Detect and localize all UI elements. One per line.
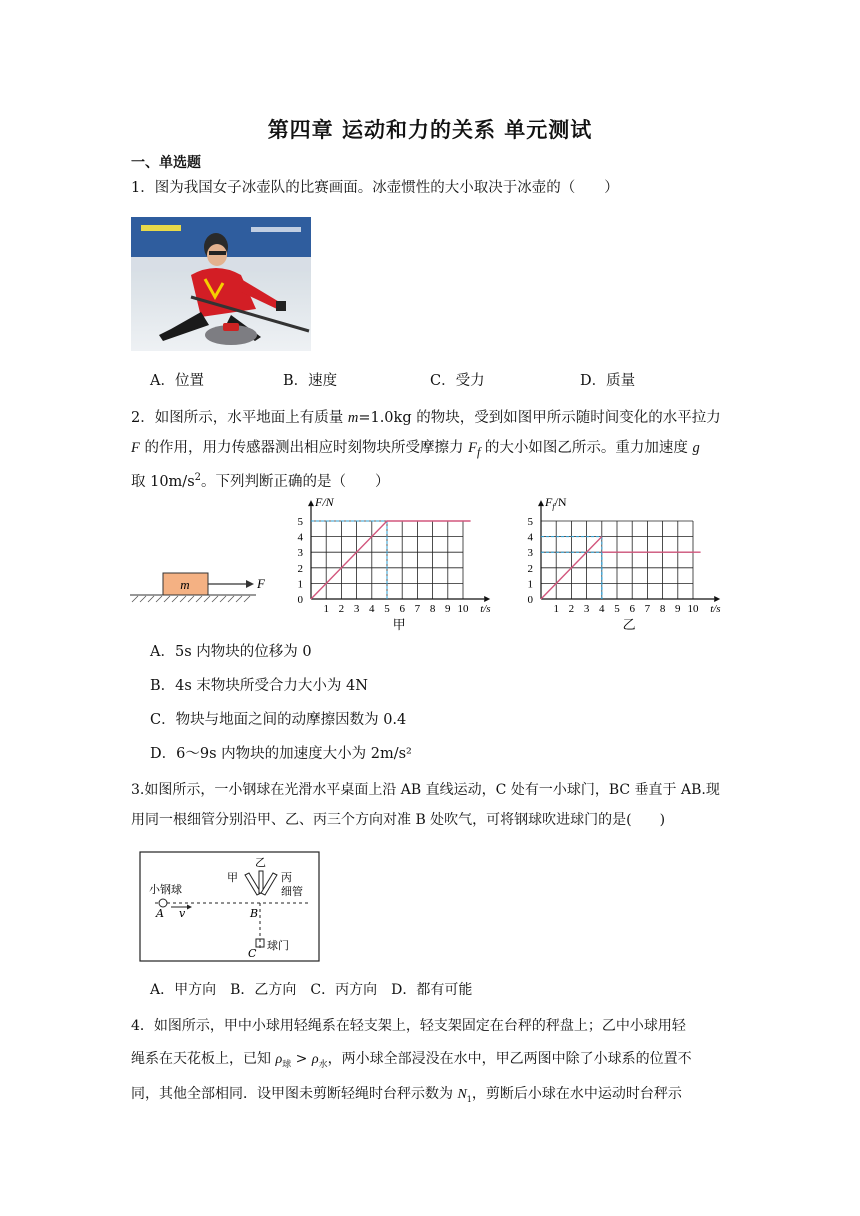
steel-ball [159,899,167,907]
x-tick-label-4: 4 [369,603,375,615]
force-arrowhead [246,580,254,588]
question-3-line-2: 用同一根细管分别沿甲、乙、丙三个方向对准 B 处吹气，可将钢球吹进球门的是( ) [131,812,666,828]
q1-option-c: C．受力 [430,373,485,389]
y-axis-label: F/N [315,496,334,510]
x-tick-label-1: 1 [553,603,559,615]
y-tick-label-4: 4 [297,531,303,544]
steel-ball-figure [139,851,321,963]
q1-option-a: A．位置 [150,373,204,389]
point-a-label: A [156,907,164,920]
y-tick-label-3: 3 [527,547,533,560]
point-b-label: B [250,907,259,920]
x-tick-label-9: 9 [675,603,681,615]
question-4-line-1: 4．如图所示，甲中小球用轻绳系在轻支架上，轻支架固定在台秤的秤盘上；乙中小球用轻 [131,1018,686,1034]
x-tick-label-8: 8 [429,603,436,615]
q2-option-c: C．物块与地面之间的动摩擦因数为 0.4 [150,712,407,728]
x-tick-label-3: 3 [583,603,590,615]
x-tick-label-7: 7 [644,603,651,615]
point-c-label: C [248,947,257,960]
question-1-stem: 1．图为我国女子冰壶队的比赛画面。冰壶惯性的大小取决于冰壶的（ ） [131,180,619,196]
x-tick-label-5: 5 [384,603,390,615]
x-tick-label-3: 3 [353,603,360,615]
x-tick-label-8: 8 [659,603,666,615]
y-tick-label-1: 1 [297,578,303,591]
chart-caption: 甲 [392,618,406,633]
y-axis-arrow [308,500,314,506]
q2-option-d: D．6～9s 内物块的加速度大小为 2m/s² [150,746,412,762]
question-4-line-2: 绳系在天花板上，已知 $\rho_球 > \rho_水$，两小球全部浸没在水中，甲乙两图中除了小球系的位置不 [131,1051,692,1070]
question-3-line-1: 3.如图所示，一小钢球在光滑水平桌面上沿 AB 直线运动，C 处有一小球门，BC 垂直于 AB.现 [131,782,720,798]
y-tick-label-5: 5 [297,516,303,528]
direction-yi-label: 乙 [255,856,266,869]
question-2-line-1: 2．如图所示，水平地面上有质量 m=1.0kg 的物块，受到如图甲所示随时间变化的水平拉力 [131,410,721,426]
chart-yi [515,496,740,636]
x-tick-label-2: 2 [568,603,575,615]
block-on-ground-figure [128,565,268,605]
x-tick-label-10: 10 [457,603,469,615]
page-title: 第四章 运动和力的关系 单元测试 [267,118,593,142]
y-axis-arrow [538,500,544,506]
y-tick-label-4: 4 [527,531,533,544]
figure-frame [140,852,319,961]
q2-option-a: A．5s 内物块的位移为 0 [150,644,312,660]
n-symbol: N [457,1087,467,1102]
tube-label: 细管 [281,885,303,898]
x-tick-label-1: 1 [323,603,329,615]
force-label: F [257,576,265,591]
q1-option-b: B．速度 [283,373,338,389]
goal-label: 球门 [267,939,289,952]
x-tick-label-7: 7 [414,603,421,615]
x-axis-label: t/s [710,603,721,615]
x-tick-label-6: 6 [629,603,635,615]
chart-jia [285,496,510,636]
y-tick-label-2: 2 [527,562,533,575]
x-tick-label-5: 5 [614,603,620,615]
x-tick-label-9: 9 [445,603,451,615]
q3-options: A．甲方向 B．乙方向 C．丙方向 D．都有可能 [150,982,473,998]
y-tick-label-2: 2 [297,562,303,575]
q2-option-b: B．4s 末物块所受合力大小为 4N [150,678,368,694]
curling-photo [131,217,311,351]
x-tick-label-4: 4 [599,603,605,615]
ground-hatching [132,596,250,602]
section-heading: 一、单选题 [131,155,201,171]
direction-jia-label: 甲 [227,871,238,884]
origin-label: 0 [527,594,533,606]
chart-caption: 乙 [622,618,636,633]
y-tick-label-3: 3 [297,547,303,560]
x-tick-label-6: 6 [399,603,405,615]
y-tick-label-5: 5 [527,516,533,528]
x-axis-label: t/s [480,603,491,615]
x-tick-label-10: 10 [687,603,699,615]
direction-bing-label: 丙 [281,871,292,884]
velocity-label: v [179,907,186,920]
origin-label: 0 [297,594,303,606]
ball-label: 小钢球 [149,883,182,896]
block-label: m [180,577,190,592]
y-axis-label: $F_f/N$ [545,496,567,512]
y-tick-label-1: 1 [527,578,533,591]
rho-symbol: ρ [311,1052,319,1067]
x-axis-arrow [484,596,490,602]
question-2-line-3: 取 $10m/s^2$。下列判断正确的是（ ） [131,472,390,490]
x-tick-label-2: 2 [338,603,345,615]
rho-symbol: ρ [275,1052,283,1067]
series-line-0 [311,521,471,599]
question-4-line-3: 同，其他全部相同．设甲图未剪断轻绳时台秤示数为 $N_1$，剪断后小球在水中运动时台秤示 [131,1086,682,1104]
question-2-line-2: F 的作用，用力传感器测出相应时刻物块所受摩擦力 $F_f$ 的大小如图乙所示。重力加速度 g [131,440,700,459]
x-axis-arrow [714,596,720,602]
q1-option-d: D．质量 [580,373,636,389]
